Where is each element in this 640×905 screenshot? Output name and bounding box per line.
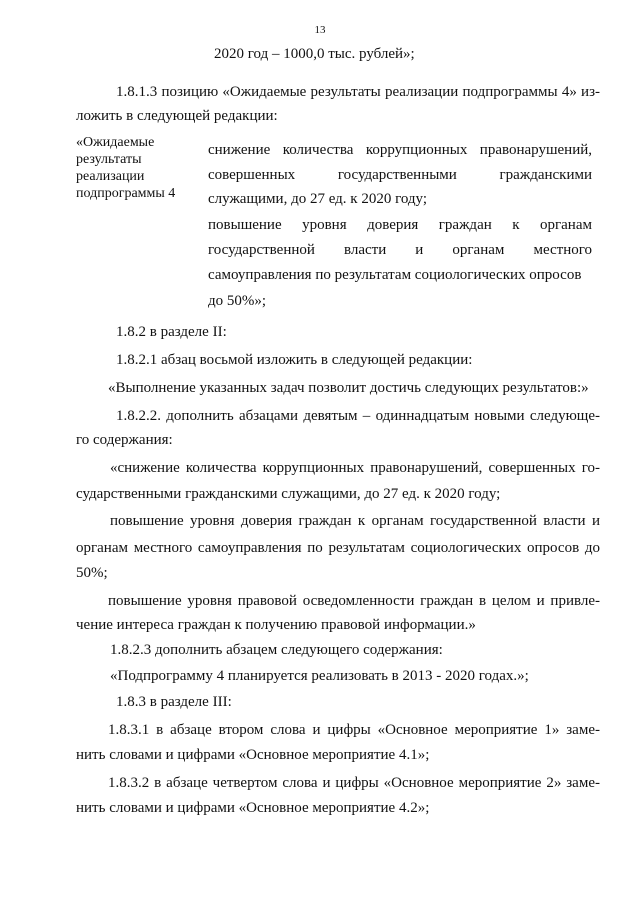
text-line: нить словами и цифрами «Основное мероприятие 4.2»; bbox=[76, 800, 430, 816]
text-line: 2020 год – 1000,0 тыс. рублей»; bbox=[214, 46, 415, 62]
text-line: 50%; bbox=[76, 565, 108, 581]
text-line: 1.8.3 в разделе III: bbox=[116, 694, 232, 710]
text-line: 1.8.2.3 дополнить абзацем следующего содержания: bbox=[110, 642, 443, 658]
text-line: чение интереса граждан к получению правовой информации.» bbox=[76, 617, 476, 633]
text-line: 1.8.2 в разделе II: bbox=[116, 324, 227, 340]
table-text-line: совершенных государственными гражданскими bbox=[208, 167, 592, 183]
text-line: 1.8.3.2 в абзаце четвертом слова и цифры «Основное мероприятие 2» заме- bbox=[108, 775, 600, 791]
table-text-line: повышение уровня доверия граждан к органам bbox=[208, 217, 592, 233]
text-line: 1.8.2.2. дополнить абзацами девятым – одиннадцатым новыми следующе- bbox=[116, 408, 600, 424]
table-text-line: служащими, до 27 ед. к 2020 году; bbox=[208, 191, 428, 207]
text-line: нить словами и цифрами «Основное мероприятие 4.1»; bbox=[76, 747, 430, 763]
table-text-line: государственной власти и органам местного bbox=[208, 242, 592, 258]
text-line: го содержания: bbox=[76, 432, 173, 448]
table-text-line: снижение количества коррупционных правонарушений, bbox=[208, 142, 592, 158]
text-line: повышение уровня доверия граждан к органам государственной власти и bbox=[110, 513, 600, 529]
table-text-line: до 50%»; bbox=[208, 293, 267, 309]
table-text-line: самоуправления по результатам социологических опросов bbox=[208, 267, 582, 283]
text-line: «снижение количества коррупционных правонарушений, совершенных го- bbox=[110, 460, 600, 476]
text-line: сударственными гражданскими служащими, до 27 ед. к 2020 году; bbox=[76, 486, 501, 502]
text-line: 1.8.3.1 в абзаце втором слова и цифры «Основное мероприятие 1» заме- bbox=[108, 722, 600, 738]
table-label-cell: «Ожидаемые результаты реализации подпрограммы 4 bbox=[76, 135, 176, 201]
text-line: «Выполнение указанных задач позволит достичь следующих результатов:» bbox=[108, 380, 589, 396]
text-line: органам местного самоуправления по результатам социологических опросов до bbox=[76, 540, 600, 556]
text-line: 1.8.2.1 абзац восьмой изложить в следующей редакции: bbox=[116, 352, 473, 368]
page-number: 13 bbox=[314, 24, 326, 36]
text-line: «Подпрограмму 4 планируется реализовать в 2013 - 2020 годах.»; bbox=[110, 668, 529, 684]
text-line: 1.8.1.3 позицию «Ожидаемые результаты реализации подпрограммы 4» из- bbox=[116, 84, 600, 100]
text-line: ложить в следующей редакции: bbox=[76, 108, 278, 124]
text-line: повышение уровня правовой осведомленности граждан в целом и привле- bbox=[108, 593, 600, 609]
